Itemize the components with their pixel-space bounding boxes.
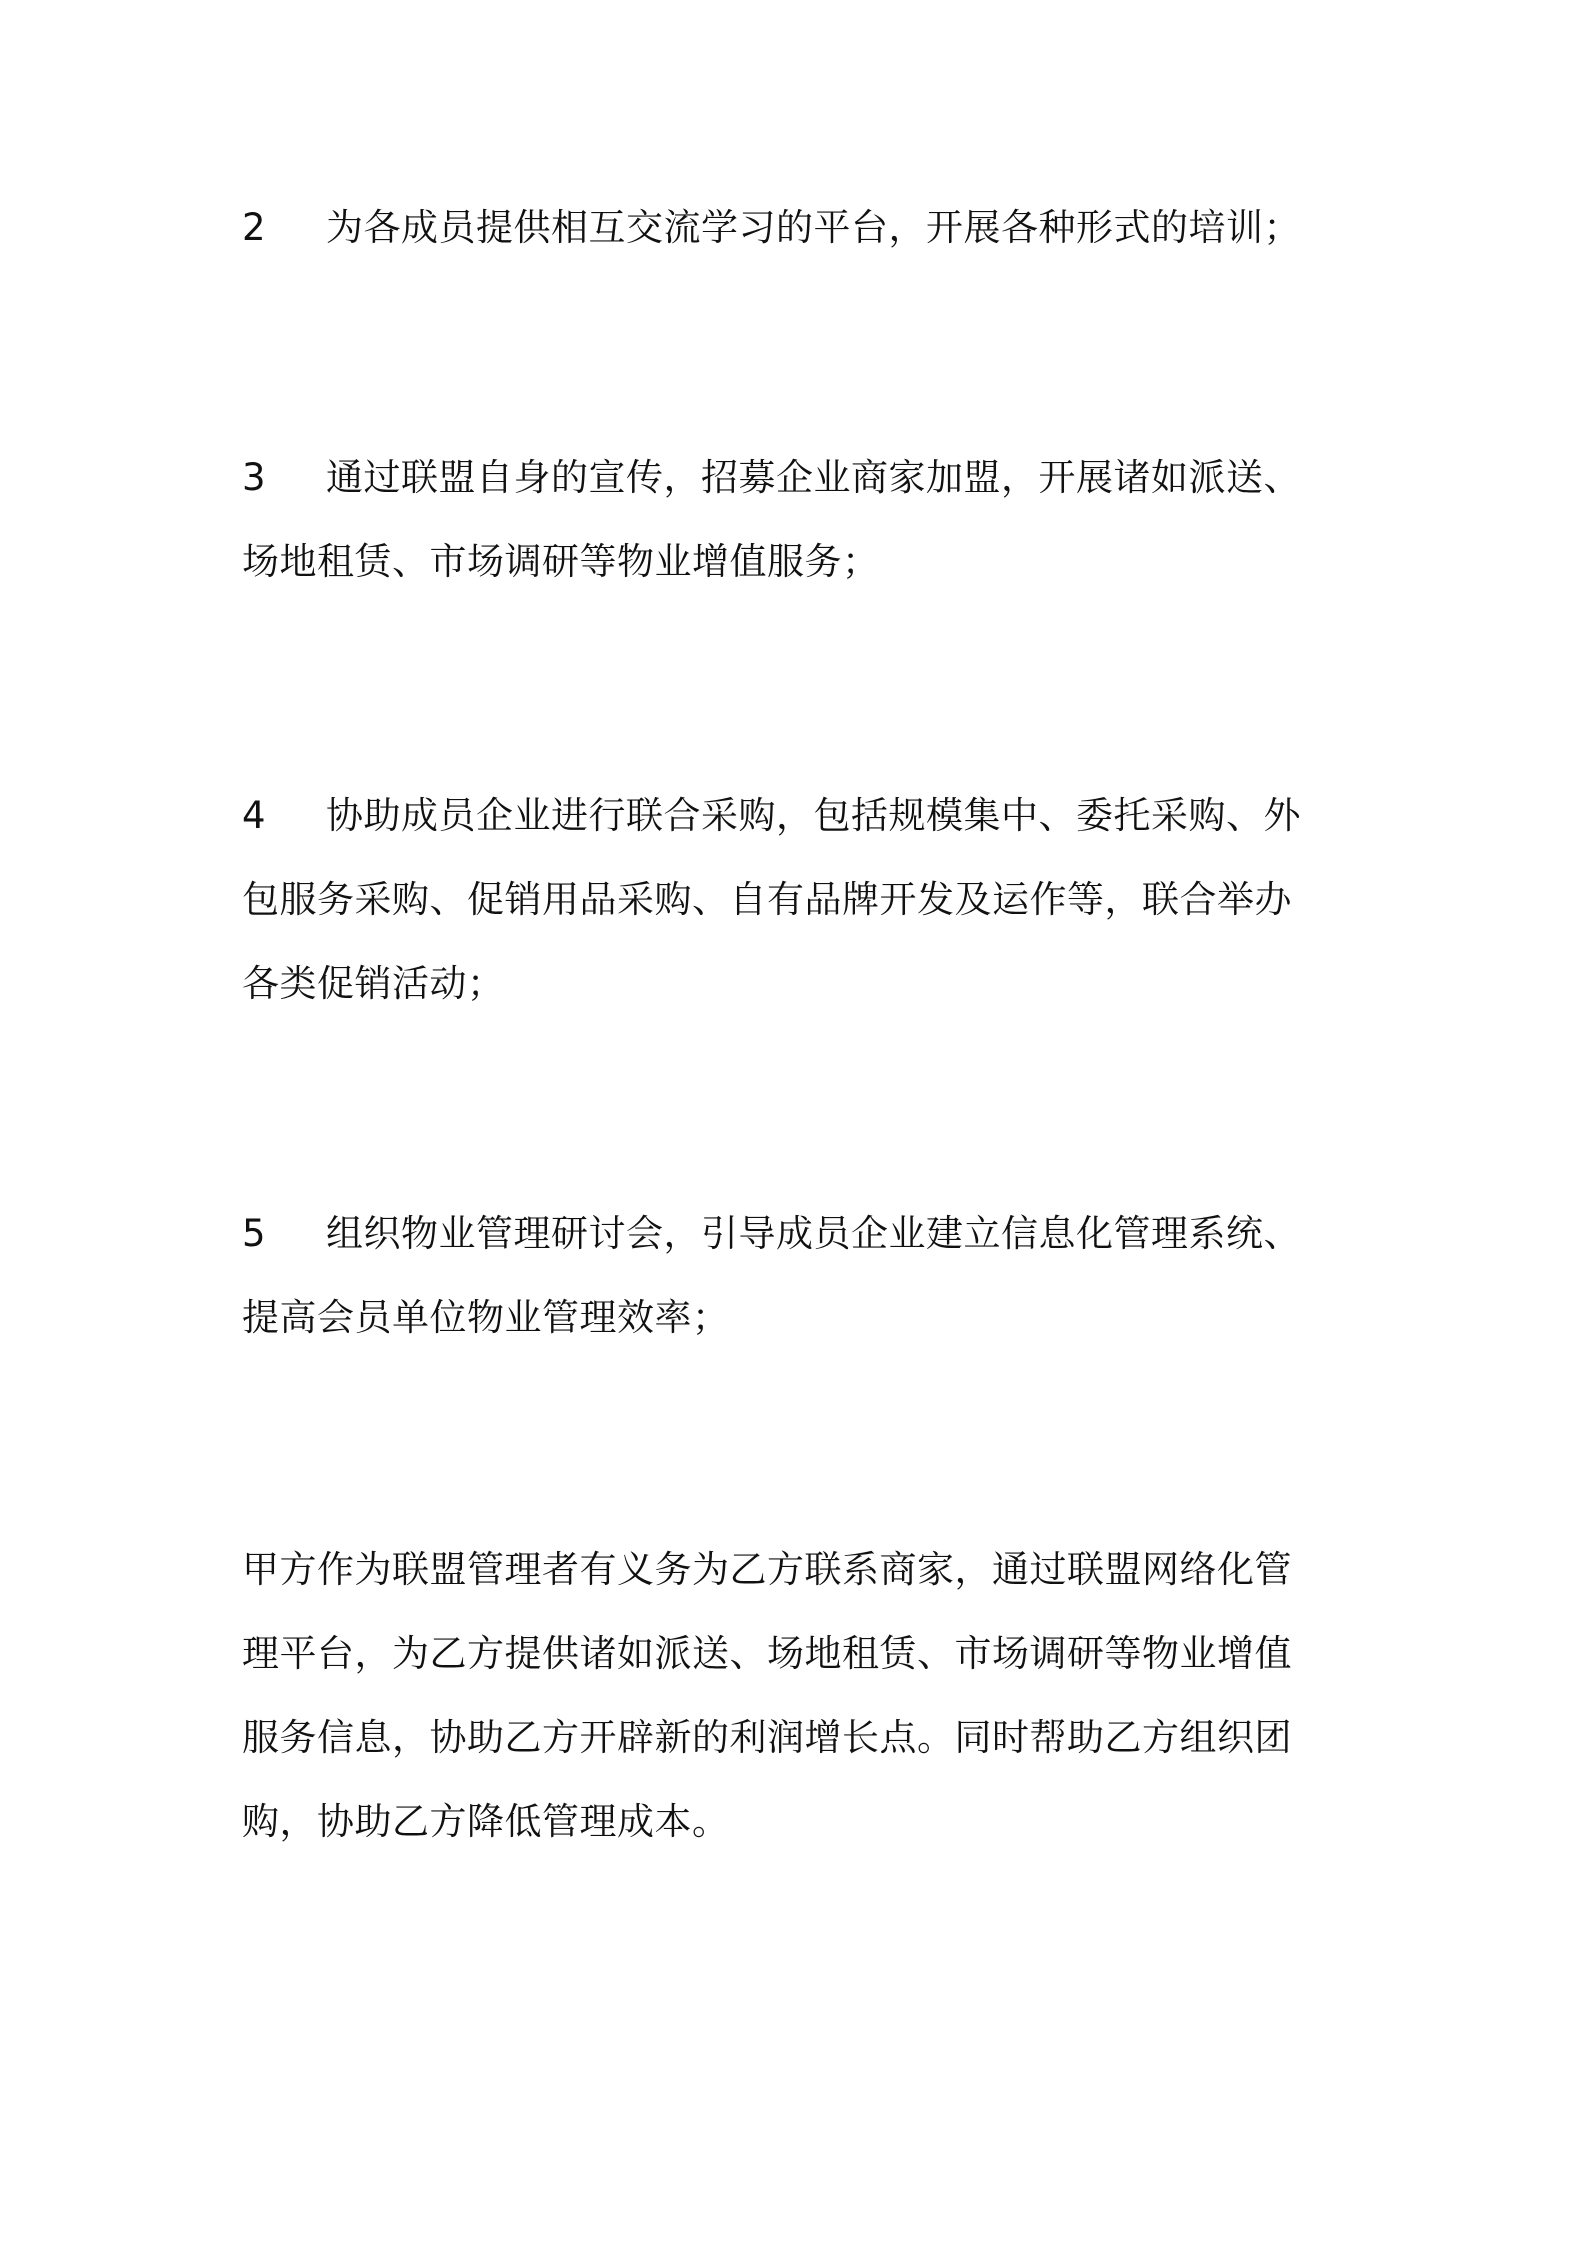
list-item-5 bbox=[242, 1192, 1362, 1360]
paragraph-line: 理平台，为乙方提供诸如派送、场地租赁、市场调研等物业增值 bbox=[242, 1632, 1292, 1675]
list-item-line: 各类促销活动； bbox=[242, 962, 505, 1005]
list-item-number: 5 bbox=[242, 1212, 267, 1255]
paragraph-line: 甲方作为联盟管理者有义务为乙方联系商家，通过联盟网络化管 bbox=[242, 1548, 1292, 1591]
list-item-3 bbox=[242, 436, 1362, 604]
list-item-number: 2 bbox=[242, 206, 267, 249]
list-item-line bbox=[242, 774, 1362, 858]
list-item-text: 组织物业管理研讨会，引导成员企业建立信息化管理系统、 bbox=[326, 1212, 1301, 1255]
list-item-number: 4 bbox=[242, 794, 267, 837]
list-item-2 bbox=[242, 186, 1362, 270]
list-item-line: 场地租赁、市场调研等物业增值服务； bbox=[242, 540, 880, 583]
paragraph-line: 服务信息，协助乙方开辟新的利润增长点。同时帮助乙方组织团 bbox=[242, 1716, 1292, 1759]
list-item-line bbox=[242, 186, 1362, 270]
list-item-line: 提高会员单位物业管理效率； bbox=[242, 1296, 730, 1339]
list-item-text: 为各成员提供相互交流学习的平台，开展各种形式的培训； bbox=[326, 206, 1301, 249]
list-item-number: 3 bbox=[242, 456, 267, 499]
list-item-text: 通过联盟自身的宣传，招募企业商家加盟，开展诸如派送、 bbox=[326, 456, 1301, 499]
list-item-line: 包服务采购、促销用品采购、自有品牌开发及运作等，联合举办 bbox=[242, 878, 1292, 921]
body-paragraph bbox=[242, 1528, 1362, 1864]
paragraph-line: 购，协助乙方降低管理成本。 bbox=[242, 1800, 730, 1843]
list-item-line bbox=[242, 436, 1362, 520]
list-item-line bbox=[242, 1192, 1362, 1276]
list-item-4 bbox=[242, 774, 1362, 1026]
list-item-text: 协助成员企业进行联合采购，包括规模集中、委托采购、外 bbox=[326, 794, 1301, 837]
